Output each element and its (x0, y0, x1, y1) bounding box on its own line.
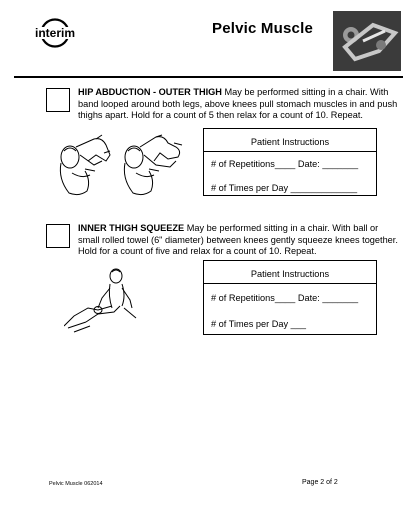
instructions-heading: Patient Instructions (250, 269, 330, 279)
interim-logo (22, 18, 88, 48)
inner-thigh-description: May be performed sitting in a chair. With ball or small rolled towel (6" diameter) between knees gently squeeze knees together. Hold for a count of five and relax for a count of 10. Repeat. (78, 223, 398, 257)
hip-abduction-illustration (52, 133, 202, 199)
hip-abduction-checkbox[interactable] (46, 88, 70, 112)
exercise-photo-icon (333, 11, 401, 71)
footer-document-id: Pelvic Muscle 062014 (49, 481, 103, 487)
logo-text: interim (34, 26, 76, 40)
hip-abduction-heading: HIP ABDUCTION - OUTER THIGH (78, 87, 222, 97)
logo-mark (22, 18, 88, 48)
header-divider (14, 76, 403, 78)
inner-thigh-checkbox[interactable] (46, 224, 70, 248)
inner-thigh-illustration (64, 266, 146, 334)
seated-hip-abduction-figures-icon (52, 133, 202, 199)
times-per-day-field[interactable]: # of Times per Day _____________ (211, 183, 358, 193)
instructions-divider (204, 151, 376, 152)
instructions-divider (204, 283, 376, 284)
page-title: Pelvic Muscle (212, 20, 313, 37)
inner-thigh-heading: INNER THIGH SQUEEZE (78, 223, 185, 233)
patient-instructions-box-1 (203, 128, 377, 196)
footer-page-number: Page 2 of 2 (302, 479, 338, 486)
instructions-heading: Patient Instructions (250, 137, 330, 147)
seated-inner-thigh-squeeze-figure-icon (64, 266, 146, 334)
hip-abduction-text (78, 87, 398, 122)
patient-instructions-box-2 (203, 260, 377, 335)
times-per-day-field[interactable]: # of Times per Day ___ (211, 319, 306, 329)
repetitions-field[interactable]: # of Repetitions____ Date: _______ (211, 159, 359, 169)
hip-abduction-description: May be performed sitting in a chair. With band looped around both legs, above knees pull stomach muscles in and push thighs apart. Hold for a count of 5 then relax for a count of 10. Repeat. (78, 87, 398, 121)
repetitions-field[interactable]: # of Repetitions____ Date: _______ (211, 293, 359, 303)
inner-thigh-text (78, 223, 398, 258)
